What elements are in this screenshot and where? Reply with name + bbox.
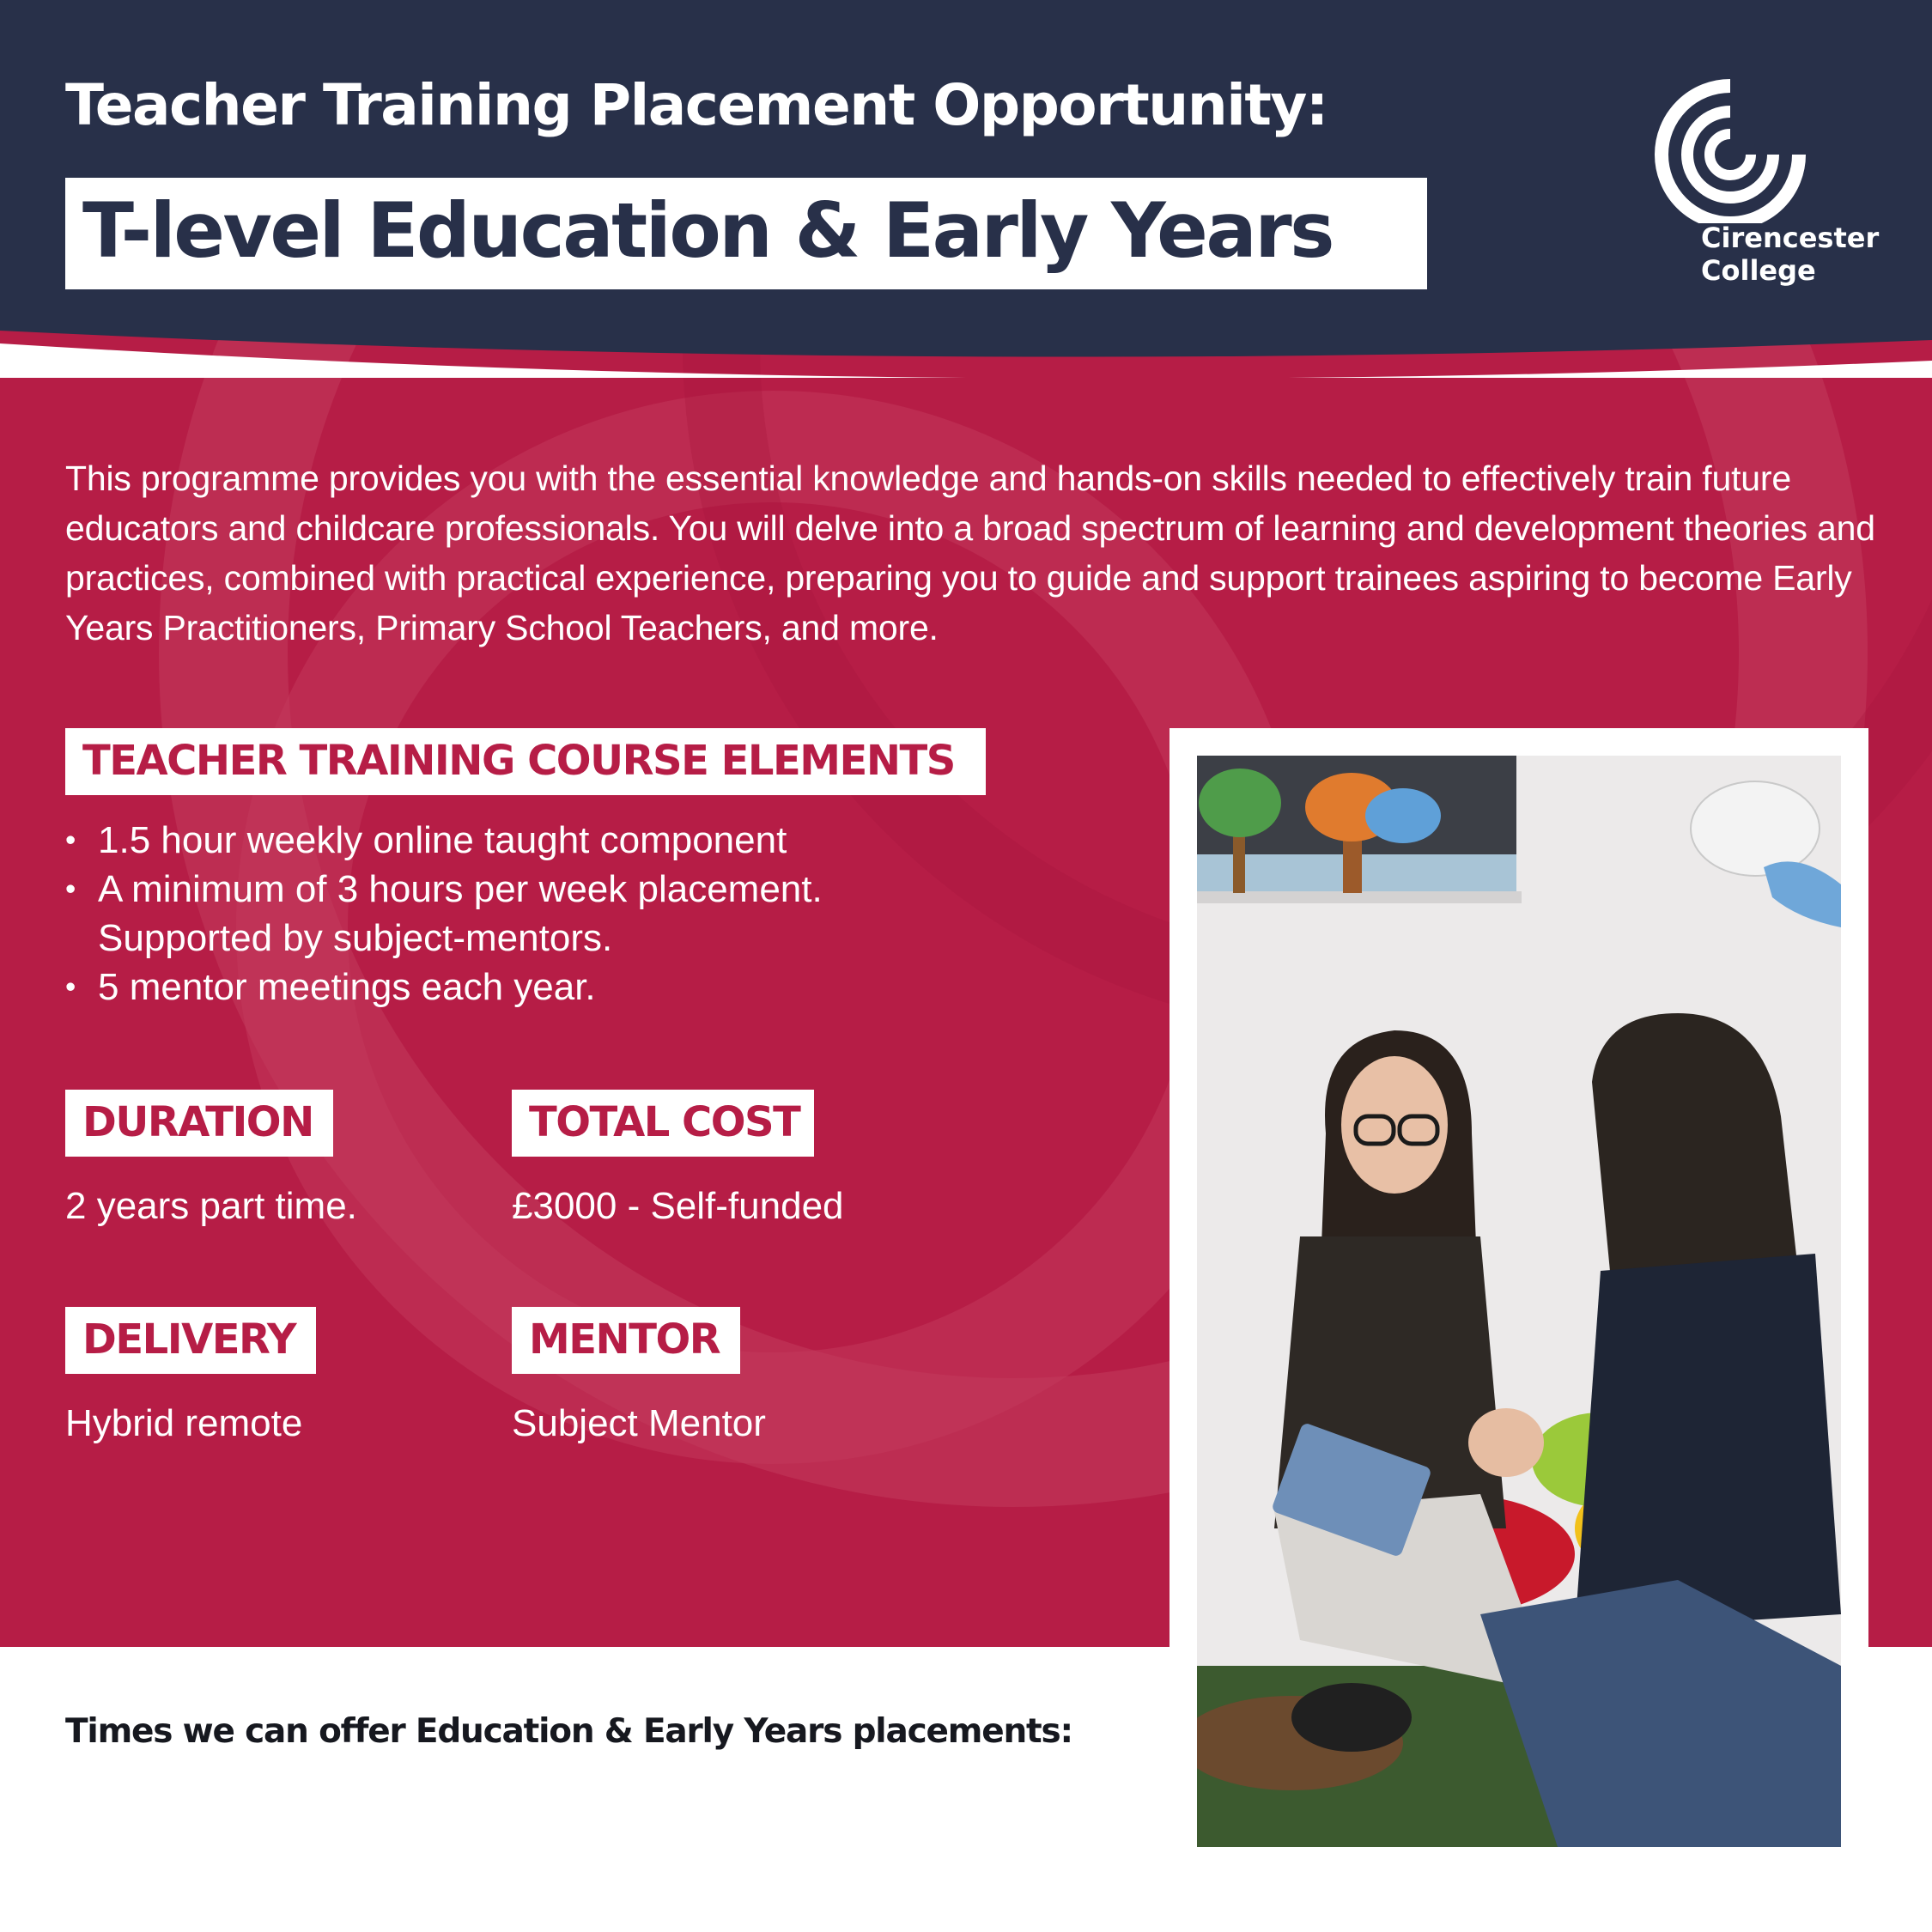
title-box <box>65 178 1427 289</box>
college-name-line1: Cirencester <box>1701 222 1880 254</box>
duration-value: 2 years part time. <box>65 1185 357 1227</box>
mentor-label: MENTOR <box>529 1315 720 1364</box>
mentor-label-box <box>512 1307 740 1374</box>
total-cost-label: TOTAL COST <box>529 1098 800 1146</box>
delivery-value: Hybrid remote <box>65 1402 303 1444</box>
total-cost-label-box <box>512 1090 814 1157</box>
college-c-logo-icon <box>1644 77 1816 223</box>
duration-label-box <box>65 1090 333 1157</box>
list-item: • Thursdays 10:40am - 12:10pm or 12:50pm - 14:20pm <box>65 1827 1036 1880</box>
students-photo <box>1197 756 1841 1847</box>
times-list <box>65 1774 1036 1880</box>
total-cost-value: £3000 - Self-funded <box>512 1185 844 1227</box>
photo-frame <box>1170 728 1868 1874</box>
college-name <box>1701 222 1879 287</box>
delivery-label: DELIVERY <box>82 1315 296 1364</box>
course-elements-heading-text: TEACHER TRAINING COURSE ELEMENTS <box>82 737 955 785</box>
college-logo <box>1644 77 1880 292</box>
overline-title: Teacher Training Placement Opportunity: <box>65 72 1327 138</box>
list-item: • 5 mentor meetings each year. <box>65 963 823 1012</box>
list-item: • 1.5 hour weekly online taught component <box>65 816 823 865</box>
course-elements-heading <box>65 728 986 795</box>
list-item-continuation: Supported by subject-mentors. <box>98 917 613 959</box>
college-name-line2: College <box>1701 254 1816 287</box>
header <box>0 0 1932 378</box>
duration-label: DURATION <box>82 1098 313 1146</box>
page-title: T-level Education & Early Years <box>82 186 1334 275</box>
intro-paragraph: This programme provides you with the essential knowledge and hands-on skills needed to effectively train future educators and childcare professionals. You will delve into a broad spectrum of learning and development theories and practices, combined with practical experience, preparing you to guide and support trainees aspiring to become Early Years Practitioners, Primary School Teachers, and more. <box>65 459 1875 647</box>
delivery-label-box <box>65 1307 316 1374</box>
list-item <box>65 865 823 963</box>
times-heading: Times we can offer Education & Early Years placements: <box>65 1712 1072 1751</box>
list-item: • Wednesdays 10:40am - 12:10pm or 12:50pm - 14:20pm <box>65 1774 1036 1827</box>
list-item-text: A minimum of 3 hours per week placement. <box>98 868 823 910</box>
course-elements-list <box>65 816 823 1012</box>
mentor-value: Subject Mentor <box>512 1402 766 1444</box>
